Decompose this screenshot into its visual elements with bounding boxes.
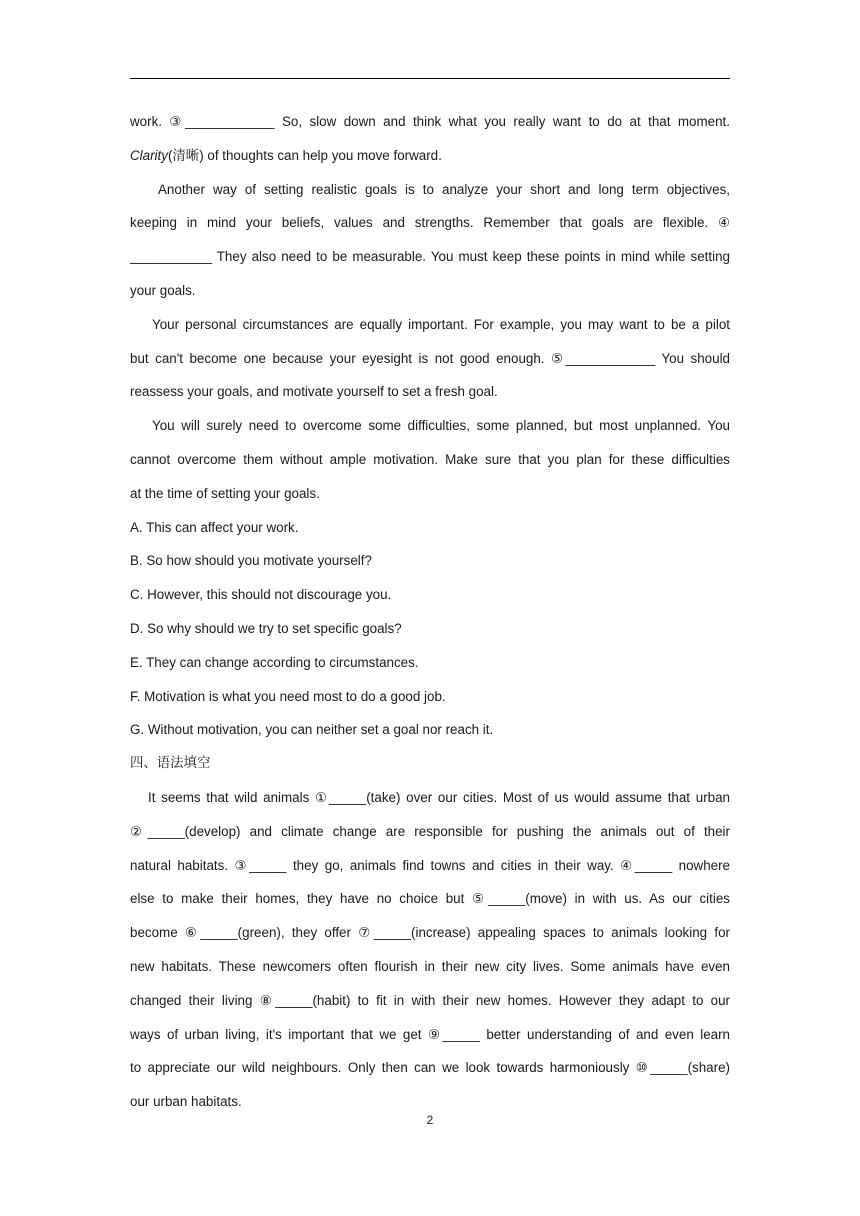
passage-line: Another way of setting realistic goals is to analyze your short and long term objectives,: [158, 181, 730, 197]
grammar-line: natural habitats. ③_____ they go, animals find towns and cities in their way. ④_____ nowhere: [130, 857, 730, 873]
passage-line: keeping in mind your beliefs, values and strengths. Remember that goals are flexible. ④: [130, 215, 730, 231]
page-number: 2: [426, 1113, 434, 1127]
grammar-line: else to make their homes, they have no choice but ⑤_____(move) in with us. As our cities: [130, 891, 730, 907]
grammar-line: changed their living ⑧_____(habit) to fit in with their new homes. However they adapt to our: [130, 992, 730, 1008]
passage-line: cannot overcome them without ample motivation. Make sure that you plan for these difficulties: [130, 451, 730, 467]
passage-line: Your personal circumstances are equally important. For example, you may want to be a pilot: [152, 316, 730, 332]
option-f: F. Motivation is what you need most to do a good job.: [130, 688, 446, 704]
passage-line: your goals.: [130, 282, 196, 298]
grammar-line: ways of urban living, it's important that we get ⑨_____ better understanding of and even learn: [130, 1026, 730, 1042]
grammar-line: ②_____(develop) and climate change are responsible for pushing the animals out of their: [130, 823, 730, 839]
option-a: A. This can affect your work.: [130, 519, 299, 535]
grammar-line: our urban habitats.: [130, 1094, 242, 1110]
option-c: C. However, this should not discourage you.: [130, 587, 392, 603]
option-b: B. So how should you motivate yourself?: [130, 553, 372, 569]
option-e: E. They can change according to circumstances.: [130, 654, 419, 670]
passage-line: reassess your goals, and motivate yourself to set a fresh goal.: [130, 384, 498, 400]
option-g: G. Without motivation, you can neither set a goal nor reach it.: [130, 722, 494, 738]
header-rule: [130, 78, 730, 79]
passage-line: work. ③____________ So, slow down and think what you really want to do at that moment.: [130, 114, 730, 129]
passage-line: Clarity(清晰) of thoughts can help you move forward.: [130, 147, 442, 163]
passage-line: at the time of setting your goals.: [130, 485, 320, 501]
grammar-line: to appreciate our wild neighbours. Only then can we look towards harmoniously ⑩_____(share): [130, 1060, 730, 1076]
option-d: D. So why should we try to set specific goals?: [130, 620, 402, 636]
passage-line: ___________ They also need to be measurable. You must keep these points in mind while setting: [130, 249, 730, 265]
grammar-line: It seems that wild animals ①_____(take) over our cities. Most of us would assume that urban: [148, 789, 730, 805]
page-content: [130, 105, 730, 1119]
section-heading: 四、语法填空: [130, 756, 211, 772]
passage-line: You will surely need to overcome some difficulties, some planned, but most unplanned. You: [152, 418, 730, 434]
grammar-line: become ⑥_____(green), they offer ⑦_____(increase) appealing spaces to animals looking for: [130, 925, 730, 941]
passage-line: but can't become one because your eyesight is not good enough. ⑤____________ You should: [130, 350, 730, 366]
grammar-line: new habitats. These newcomers often flourish in their new city lives. Some animals have even: [130, 958, 730, 974]
